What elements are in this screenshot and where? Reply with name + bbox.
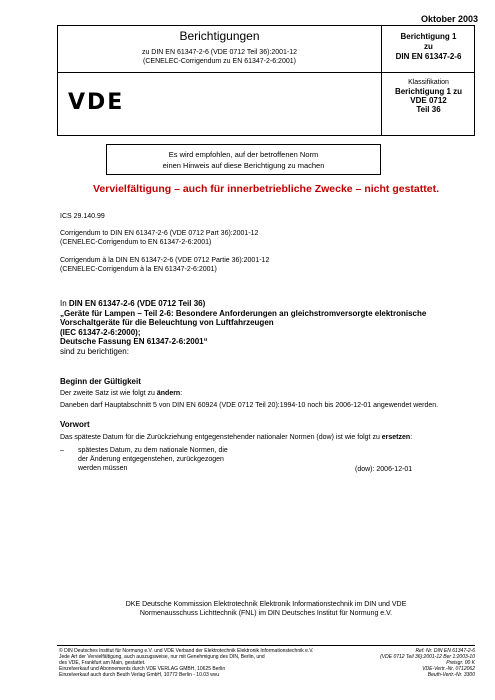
paragraph: Daneben darf Hauptabschnitt 5 von DIN EN 60924 (VDE 0712 Teil 20):1994-10 noch bis 2006-12-01 angewendet werden.	[60, 402, 439, 409]
standard-reference: In DIN EN 61347-2-6 (VDE 0712 Teil 36) „Geräte für Lampen – Teil 2-6: Besondere Anforderungen an gleichstromversorgte elektronische Vorschaltgeräte für die Beleuchtung von Luftfahrzeugen (IEC 61347-2-6:2000); Deutsche Fassung EN 61347-2-6:2001“ sind zu berichtigen:	[60, 299, 427, 356]
corrigendum-english: Corrigendum to DIN EN 61347-2-6 (VDE 0712 Part 36):2001-12 (CENELEC-Corrigendum to EN 61347-2-6:2001)	[60, 230, 259, 246]
vde-logo: VDE	[68, 90, 125, 115]
berichtigung-label: Berichtigung 1 zu DIN EN 61347-2-6	[395, 32, 462, 61]
ics-code: ICS 29.140.99	[60, 213, 105, 220]
classification: Klassifikation Berichtigung 1 zu VDE 0712 Teil 36	[394, 79, 463, 114]
footer-reference: Ref. Nr. DIN EN 61347-2-6 (VDE 0712 Teil 36):2001-12 Ber 1:2003-10 Preisgr. 00 K VDE-Vertr.-Nr. 0712062 Beuth-Vertr.-Nr. 3300	[380, 648, 475, 678]
header-box	[57, 25, 475, 136]
list-item: spätestes Datum, zu dem nationale Normen, die der Änderung entgegenstehen, zurückgezogen werden müssen	[78, 447, 228, 472]
dow-date: (dow): 2006-12-01	[355, 466, 413, 473]
corrigendum-french: Corrigendum à la DIN EN 61347-2-6 (VDE 0712 Partie 36):2001-12 (CENELEC-Corrigendum à la EN 61347-2-6:2001)	[60, 257, 270, 273]
section-heading: Vorwort	[60, 420, 90, 429]
copy-warning: Vervielfältigung – auch für innerbetriebliche Zwecke – nicht gestattet.	[92, 183, 439, 195]
logo-area	[58, 73, 381, 135]
paragraph: Das späteste Datum für die Zurückziehung entgegenstehender nationaler Normen (dow) ist wie folgt zu ersetzen:	[60, 434, 413, 441]
paragraph: Der zweite Satz ist wie folgt zu ändern:	[60, 390, 183, 397]
footer-divider	[57, 645, 475, 646]
list-dash: –	[60, 447, 64, 454]
dke-committee: DKE Deutsche Kommission Elektrotechnik Elektronik Informationstechnik im DIN und VDE Normenausschuss Lichttechnik (FNL) im DIN Deutsches Institut für Normung e.V.	[125, 601, 407, 617]
document-subtitle: zu DIN EN 61347-2-6 (VDE 0712 Teil 36):2001-12 (CENELEC-Corrigendum zu EN 61347-2-6:2001)	[141, 49, 298, 65]
recommendation-notice: Es wird empfohlen, auf der betroffenen Norm einen Hinweis auf diese Berichtigung zu machen	[106, 144, 381, 175]
document-title: Berichtigungen	[179, 29, 260, 43]
divider	[381, 72, 475, 73]
section-heading: Beginn der Gültigkeit	[60, 377, 141, 386]
publication-date: Oktober 2003	[420, 14, 478, 24]
footer-copyright: © DIN Deutsches Institut für Normung e.V. und VDE Verband der Elektrotechnik Elektronik Informationstechnik e.V. Jede Art der Vervielfältigung, auch auszugsweise, nur mit Genehmigung des DIN, Berlin, und des VDE, Frankfurt am Main, gestattet. Einzelverkauf und Abonnements durch VDE VERLAG GMBH, 10625 Berlin Einzelverkauf auch durch Beuth Verlag GmbH, 10772 Berlin - 10.03 wvu	[59, 648, 314, 678]
